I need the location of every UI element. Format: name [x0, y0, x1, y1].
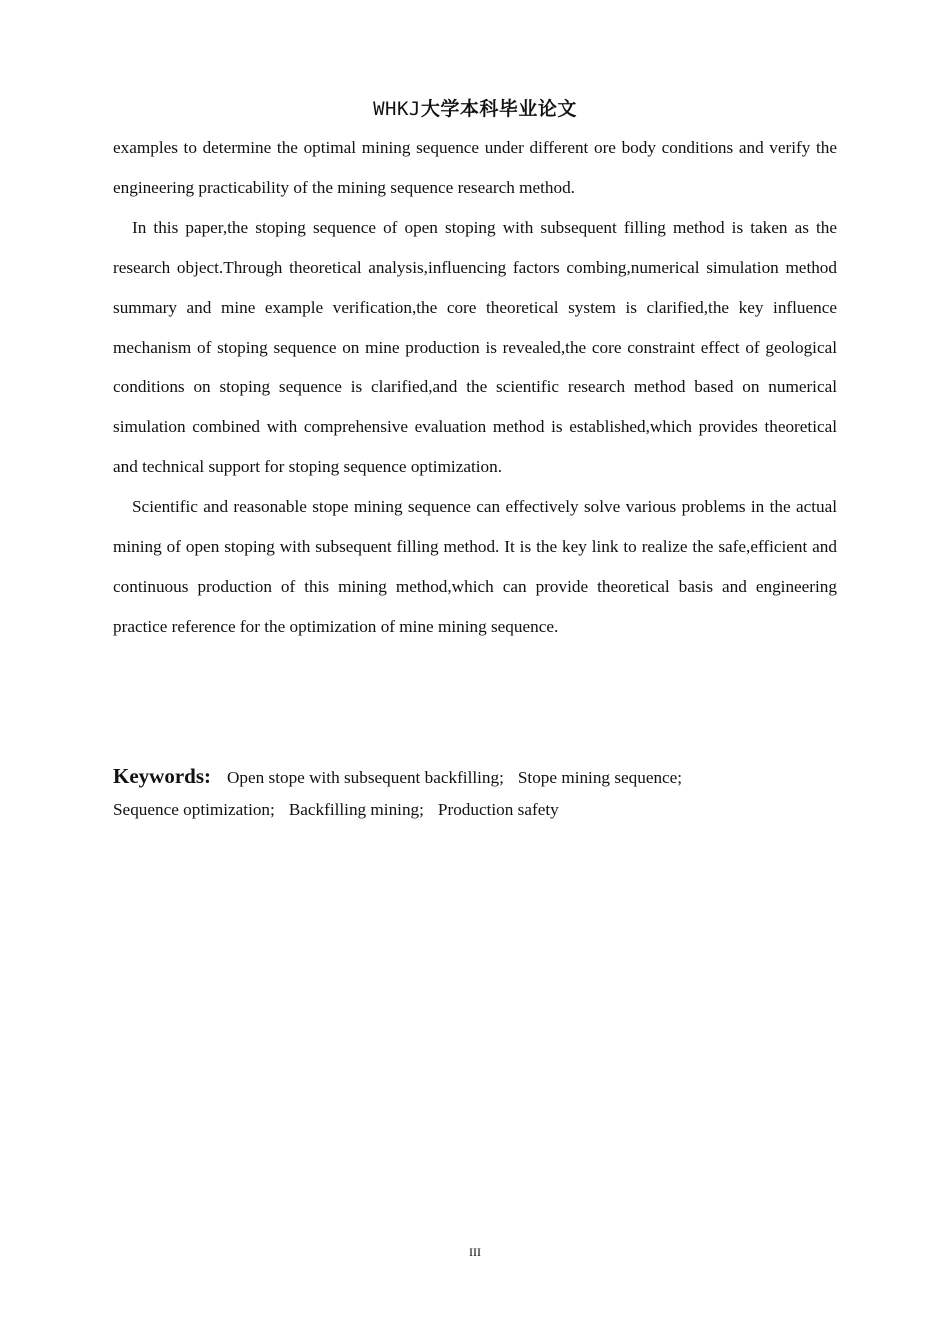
header-university-code: WHKJ: [373, 98, 421, 120]
keyword-item: Stope mining sequence;: [517, 768, 683, 787]
paragraph-continuation: examples to determine the optimal mining sequence under different ore body conditions and verify the engineering practicability of the mining sequence research method.: [113, 138, 837, 197]
paragraph-research-object: In this paper,the stoping sequence of open stoping with subsequent filling method is taken as the research object.Through theoretical analysis,influencing factors combing,numerical simulation method summary and mine example verification,the core theoretical system is clarified,the key influence mechanism of stoping sequence on mine production is revealed,the core constraint effect of geological conditions on stoping sequence is clarified,and the scientific research method based on numerical simulation combined with comprehensive evaluation method is established,which provides theoretical and technical support for stoping sequence optimization.: [113, 217, 837, 477]
keywords-section: [113, 760, 837, 826]
header-thesis-title: 大学本科毕业论文: [420, 98, 577, 120]
keyword-item: Production safety: [437, 800, 559, 819]
page-number: III: [469, 1245, 481, 1259]
keyword-item: Sequence optimization;: [113, 800, 275, 819]
keyword-item: Open stope with subsequent backfilling;: [227, 768, 504, 787]
page-header: [0, 95, 950, 123]
keywords-label: Keywords:: [113, 764, 211, 788]
paragraph-significance: Scientific and reasonable stope mining sequence can effectively solve various problems in the actual mining of open stoping with subsequent filling method. It is the key link to realize the safe,efficient and continuous production of this mining method,which can provide theoretical basis and engineering practice reference for the optimization of mine mining sequence.: [113, 497, 837, 636]
abstract-body: [113, 128, 837, 647]
keyword-item: Backfilling mining;: [288, 800, 424, 819]
